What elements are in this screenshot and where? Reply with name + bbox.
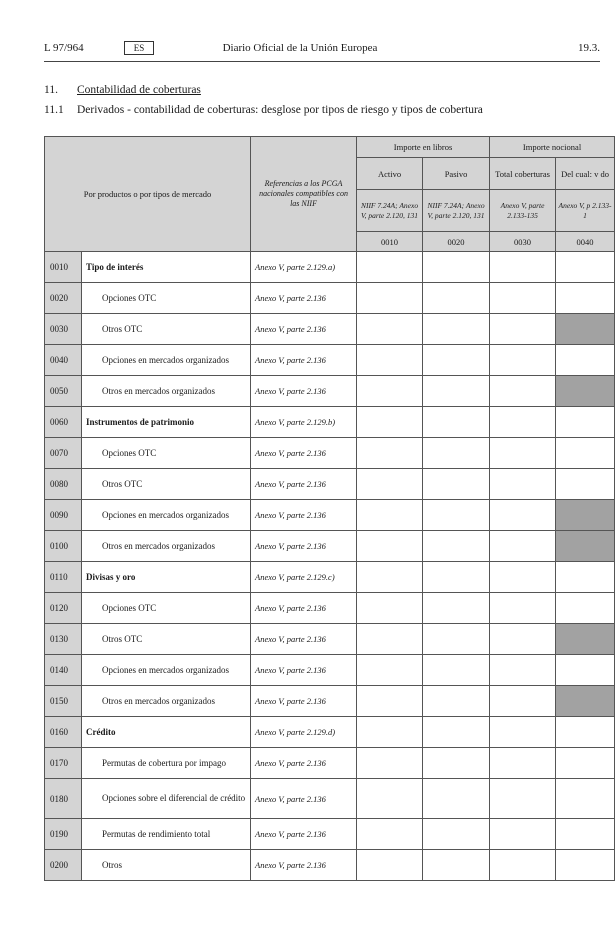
data-cell-0030 xyxy=(490,252,556,283)
table-row xyxy=(45,686,615,717)
row-header: Por productos o por tipos de mercado xyxy=(45,137,251,252)
column-label-0020: Pasivo xyxy=(423,158,490,190)
row-label: Permutas de cobertura por impago xyxy=(82,748,251,779)
data-cell-0010 xyxy=(357,252,423,283)
data-cell-0040 xyxy=(556,314,615,345)
row-label: Opciones en mercados organizados xyxy=(82,500,251,531)
page-reference: L 97/964 xyxy=(44,42,84,54)
data-cell-0030 xyxy=(490,438,556,469)
data-cell-0010 xyxy=(357,283,423,314)
row-reference: Anexo V, parte 2.136 xyxy=(251,314,357,345)
data-cell-0020 xyxy=(423,345,490,376)
data-cell-0010 xyxy=(357,562,423,593)
row-label: Opciones OTC xyxy=(82,593,251,624)
row-label: Otros OTC xyxy=(82,469,251,500)
table-row xyxy=(45,500,615,531)
row-reference: Anexo V, parte 2.129.d) xyxy=(251,717,357,748)
row-reference: Anexo V, parte 2.136 xyxy=(251,686,357,717)
data-cell-0010 xyxy=(357,531,423,562)
row-code: 0120 xyxy=(45,593,82,624)
row-label: Opciones en mercados organizados xyxy=(82,345,251,376)
table-row xyxy=(45,469,615,500)
row-code: 0060 xyxy=(45,407,82,438)
table-row xyxy=(45,376,615,407)
data-cell-0010 xyxy=(357,438,423,469)
data-cell-0020 xyxy=(423,252,490,283)
table-row xyxy=(45,531,615,562)
table-row xyxy=(45,624,615,655)
row-reference: Anexo V, parte 2.129.a) xyxy=(251,252,357,283)
row-reference: Anexo V, parte 2.136 xyxy=(251,531,357,562)
row-label: Opciones OTC xyxy=(82,283,251,314)
data-cell-0030 xyxy=(490,850,556,881)
data-cell-0040 xyxy=(556,624,615,655)
data-cell-0010 xyxy=(357,819,423,850)
page-header xyxy=(0,42,600,58)
data-cell-0010 xyxy=(357,345,423,376)
data-cell-0040 xyxy=(556,283,615,314)
row-reference: Anexo V, parte 2.136 xyxy=(251,819,357,850)
section-title: Contabilidad de coberturas xyxy=(77,84,201,96)
hedge-table xyxy=(44,136,615,881)
column-code-0020: 0020 xyxy=(423,232,490,252)
language-badge: ES xyxy=(124,41,154,55)
data-cell-0020 xyxy=(423,748,490,779)
data-cell-0020 xyxy=(423,779,490,819)
row-reference: Anexo V, parte 2.136 xyxy=(251,438,357,469)
table-row xyxy=(45,562,615,593)
row-label: Crédito xyxy=(82,717,251,748)
data-cell-0040 xyxy=(556,252,615,283)
data-cell-0040 xyxy=(556,531,615,562)
column-ref-0010: NIIF 7.24A; Anexo V, parte 2.120, 131 xyxy=(357,190,423,232)
row-label: Otros OTC xyxy=(82,624,251,655)
table-row xyxy=(45,314,615,345)
row-code: 0050 xyxy=(45,376,82,407)
row-reference: Anexo V, parte 2.136 xyxy=(251,593,357,624)
column-label-0010: Activo xyxy=(357,158,423,190)
data-cell-0030 xyxy=(490,819,556,850)
subsection-number: 11.1 xyxy=(44,104,64,116)
data-cell-0020 xyxy=(423,562,490,593)
data-cell-0010 xyxy=(357,686,423,717)
data-cell-0010 xyxy=(357,500,423,531)
data-cell-0030 xyxy=(490,376,556,407)
column-ref-0030: Anexo V, parte 2.133-135 xyxy=(490,190,556,232)
data-cell-0030 xyxy=(490,562,556,593)
data-cell-0010 xyxy=(357,655,423,686)
data-cell-0030 xyxy=(490,531,556,562)
row-label: Tipo de interés xyxy=(82,252,251,283)
column-label-0040: Del cual: v do xyxy=(556,158,615,190)
row-label: Permutas de rendimiento total xyxy=(82,819,251,850)
journal-title: Diario Oficial de la Unión Europea xyxy=(222,42,378,54)
row-reference: Anexo V, parte 2.136 xyxy=(251,283,357,314)
data-cell-0030 xyxy=(490,407,556,438)
page-date: 19.3. xyxy=(578,42,600,54)
data-cell-0040 xyxy=(556,438,615,469)
group-header-carrying: Importe en libros xyxy=(357,137,490,158)
section-number: 11. xyxy=(44,84,58,96)
table-row xyxy=(45,438,615,469)
row-code: 0010 xyxy=(45,252,82,283)
row-code: 0200 xyxy=(45,850,82,881)
data-cell-0030 xyxy=(490,686,556,717)
row-reference: Anexo V, parte 2.136 xyxy=(251,655,357,686)
table-row xyxy=(45,850,615,881)
column-code-0040: 0040 xyxy=(556,232,615,252)
data-cell-0010 xyxy=(357,624,423,655)
data-cell-0020 xyxy=(423,686,490,717)
row-code: 0040 xyxy=(45,345,82,376)
data-cell-0030 xyxy=(490,283,556,314)
row-code: 0020 xyxy=(45,283,82,314)
data-cell-0030 xyxy=(490,314,556,345)
column-ref-0040: Anexo V, p 2.133-1 xyxy=(556,190,615,232)
data-cell-0030 xyxy=(490,717,556,748)
data-cell-0040 xyxy=(556,376,615,407)
row-code: 0070 xyxy=(45,438,82,469)
column-code-0030: 0030 xyxy=(490,232,556,252)
data-cell-0020 xyxy=(423,469,490,500)
column-code-0010: 0010 xyxy=(357,232,423,252)
row-reference: Anexo V, parte 2.136 xyxy=(251,850,357,881)
row-code: 0160 xyxy=(45,717,82,748)
table-row xyxy=(45,655,615,686)
data-cell-0020 xyxy=(423,314,490,345)
row-label: Otros en mercados organizados xyxy=(82,376,251,407)
row-code: 0170 xyxy=(45,748,82,779)
row-label: Opciones en mercados organizados xyxy=(82,655,251,686)
column-label-0030: Total coberturas xyxy=(490,158,556,190)
data-cell-0010 xyxy=(357,376,423,407)
row-label: Otros OTC xyxy=(82,314,251,345)
data-cell-0020 xyxy=(423,407,490,438)
row-reference: Anexo V, parte 2.136 xyxy=(251,500,357,531)
table-row xyxy=(45,779,615,819)
data-cell-0020 xyxy=(423,655,490,686)
row-code: 0150 xyxy=(45,686,82,717)
data-cell-0040 xyxy=(556,850,615,881)
data-cell-0010 xyxy=(357,779,423,819)
table-row xyxy=(45,593,615,624)
row-label: Instrumentos de patrimonio xyxy=(82,407,251,438)
data-cell-0010 xyxy=(357,314,423,345)
data-cell-0010 xyxy=(357,748,423,779)
row-label: Opciones sobre el diferencial de crédito xyxy=(82,779,251,819)
row-reference: Anexo V, parte 2.129.c) xyxy=(251,562,357,593)
row-code: 0140 xyxy=(45,655,82,686)
data-cell-0040 xyxy=(556,562,615,593)
row-code: 0190 xyxy=(45,819,82,850)
data-cell-0010 xyxy=(357,593,423,624)
row-label: Opciones OTC xyxy=(82,438,251,469)
group-header-notional: Importe nocional xyxy=(490,137,615,158)
row-label: Divisas y oro xyxy=(82,562,251,593)
data-cell-0030 xyxy=(490,593,556,624)
data-cell-0020 xyxy=(423,438,490,469)
data-cell-0010 xyxy=(357,469,423,500)
row-code: 0100 xyxy=(45,531,82,562)
subsection-title: Derivados - contabilidad de coberturas: desglose por tipos de riesgo y tipos de cobertura xyxy=(77,104,483,116)
data-cell-0020 xyxy=(423,500,490,531)
data-cell-0030 xyxy=(490,748,556,779)
data-cell-0010 xyxy=(357,407,423,438)
data-cell-0020 xyxy=(423,531,490,562)
data-cell-0020 xyxy=(423,850,490,881)
data-cell-0020 xyxy=(423,819,490,850)
data-cell-0040 xyxy=(556,593,615,624)
row-code: 0110 xyxy=(45,562,82,593)
row-reference: Anexo V, parte 2.129.b) xyxy=(251,407,357,438)
data-cell-0030 xyxy=(490,779,556,819)
row-reference: Anexo V, parte 2.136 xyxy=(251,469,357,500)
data-cell-0010 xyxy=(357,850,423,881)
row-code: 0180 xyxy=(45,779,82,819)
row-reference: Anexo V, parte 2.136 xyxy=(251,624,357,655)
data-cell-0030 xyxy=(490,345,556,376)
subsection-heading xyxy=(44,104,483,116)
table-row xyxy=(45,748,615,779)
row-reference: Anexo V, parte 2.136 xyxy=(251,779,357,819)
data-cell-0020 xyxy=(423,593,490,624)
row-reference: Anexo V, parte 2.136 xyxy=(251,345,357,376)
data-cell-0020 xyxy=(423,376,490,407)
row-label: Otros en mercados organizados xyxy=(82,531,251,562)
section-heading xyxy=(44,84,201,96)
data-cell-0040 xyxy=(556,819,615,850)
data-cell-0040 xyxy=(556,748,615,779)
row-reference: Anexo V, parte 2.136 xyxy=(251,376,357,407)
data-cell-0030 xyxy=(490,500,556,531)
row-label: Otros xyxy=(82,850,251,881)
header-rule xyxy=(44,61,600,62)
data-cell-0020 xyxy=(423,624,490,655)
data-cell-0030 xyxy=(490,655,556,686)
data-cell-0040 xyxy=(556,655,615,686)
table-row xyxy=(45,283,615,314)
data-cell-0030 xyxy=(490,469,556,500)
row-code: 0090 xyxy=(45,500,82,531)
table-row xyxy=(45,345,615,376)
data-cell-0040 xyxy=(556,779,615,819)
table-row xyxy=(45,252,615,283)
row-code: 0030 xyxy=(45,314,82,345)
row-code: 0080 xyxy=(45,469,82,500)
table-row xyxy=(45,819,615,850)
data-cell-0040 xyxy=(556,500,615,531)
data-cell-0040 xyxy=(556,407,615,438)
ref-header: Referencias a los PCGA nacionales compatibles con las NIIF xyxy=(251,137,357,252)
data-cell-0030 xyxy=(490,624,556,655)
data-cell-0040 xyxy=(556,345,615,376)
table-row xyxy=(45,717,615,748)
column-ref-0020: NIIF 7.24A; Anexo V, parte 2.120, 131 xyxy=(423,190,490,232)
data-cell-0040 xyxy=(556,686,615,717)
data-cell-0010 xyxy=(357,717,423,748)
data-cell-0040 xyxy=(556,469,615,500)
data-cell-0020 xyxy=(423,717,490,748)
row-reference: Anexo V, parte 2.136 xyxy=(251,748,357,779)
row-label: Otros en mercados organizados xyxy=(82,686,251,717)
row-code: 0130 xyxy=(45,624,82,655)
data-cell-0020 xyxy=(423,283,490,314)
table-row xyxy=(45,407,615,438)
data-cell-0040 xyxy=(556,717,615,748)
